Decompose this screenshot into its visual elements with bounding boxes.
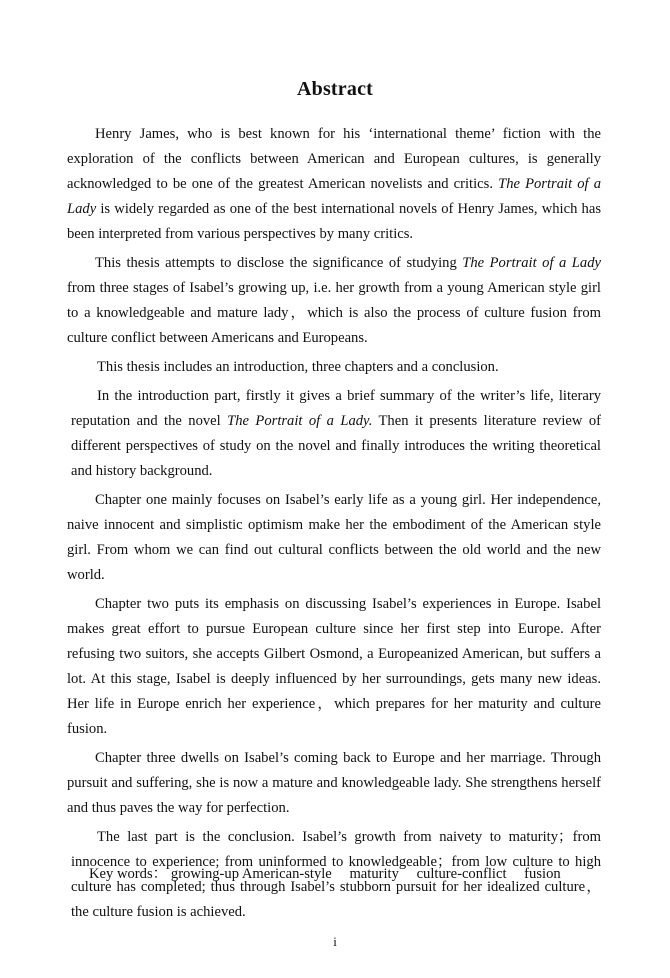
paragraph-5: Chapter one mainly focuses on Isabel’s early life as a young girl. Her independence, naive innocent and simplistic optimism make her the embodiment of the American style girl. From whom we can find out cultural conflicts between the old world and the new world.: [67, 492, 601, 583]
paragraph-2-text-a: This thesis attempts to disclose the significance of studying: [95, 255, 463, 271]
paragraph-2: [67, 251, 601, 351]
paragraph-4-text-a: In the introduction part, firstly it gives a brief summary of the writer’s life, literary reputation and the novel: [71, 388, 601, 429]
keyword: growing-up American-style: [170, 866, 332, 882]
paragraph-1: [67, 122, 601, 247]
keywords-label: Key words：: [89, 866, 168, 882]
paragraph-4: [67, 384, 601, 484]
book-title: The Portrait of a Lady: [67, 176, 602, 217]
paragraph-1-text-b: is widely regarded as one of the best international novels of Henry James, which has been interpreted from various perspectives by many critics.: [67, 201, 601, 242]
paragraph-6: Chapter two puts its emphasis on discussing Isabel’s experiences in Europe. Isabel makes great effort to pursue European culture since her first step into Europe. After refusing two suitors, she accepts Gilbert Osmond, a Europeanized American, but suffers a lot. At this stage, Isabel is deeply influenced by her surroundings, gets many new ideas. Her life in Europe enrich her experience，which prepares for her maturity and culture fusion.: [67, 596, 601, 737]
book-title: The Portrait of a Lady: [462, 255, 601, 271]
paragraph-1-text-a: Henry James, who is best known for his ‘international theme’ fiction with the exploration of the conflicts between American and European cultures, is generally acknowledged to be one of the greatest American novelists and critics.: [67, 126, 601, 192]
page-number: i: [333, 934, 337, 949]
keyword: culture-conflict: [416, 866, 507, 882]
paragraph-8: The last part is the conclusion. Isabel’s growth from naivety to maturity；from innocence to experience; from uninformed to knowledgeable；from low culture to high culture has completed; thus through Isabel’s stubborn pursuit for her idealized culture，the culture fusion is achieved.: [71, 829, 601, 920]
keywords-line: [89, 862, 575, 883]
paragraph-4-text-b: Then it presents literature review of different perspectives of study on the novel and finally introduces the writing theoretical and history background.: [71, 413, 601, 479]
keyword: maturity: [349, 866, 399, 882]
paragraph-7: Chapter three dwells on Isabel’s coming back to Europe and her marriage. Through pursuit and suffering, she is now a mature and knowledgeable lady. She strengthens herself and thus paves the way for perfection.: [67, 750, 601, 816]
paragraph-2-text-b: from three stages of Isabel’s growing up, i.e. her growth from a young American style girl to a knowledgeable and mature lady，which is also the process of culture fusion from culture conflict between Americans and Europeans.: [67, 280, 601, 346]
abstract-body: [67, 122, 601, 929]
book-title: The Portrait of a Lady.: [227, 413, 373, 429]
keyword: fusion: [524, 866, 561, 882]
page-title: Abstract: [296, 78, 374, 100]
paragraph-3: This thesis includes an introduction, three chapters and a conclusion.: [97, 359, 499, 375]
